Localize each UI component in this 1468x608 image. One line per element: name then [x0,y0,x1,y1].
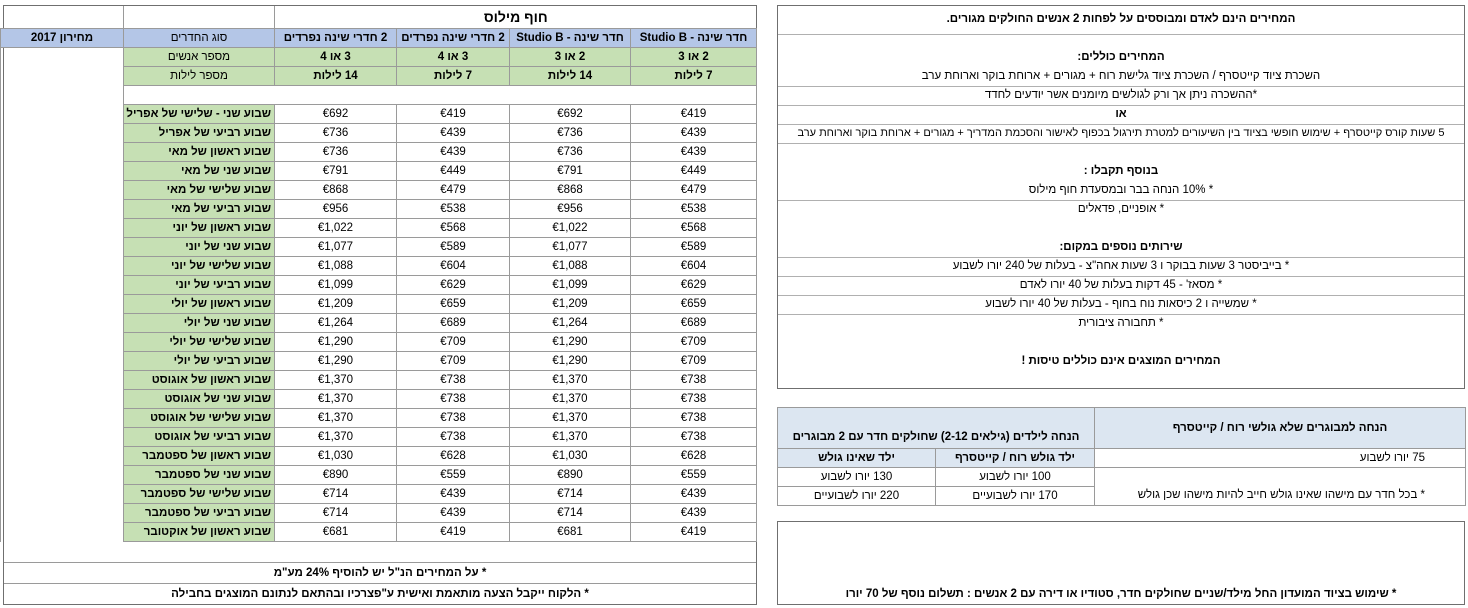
col-header-room-1: חדר שינה - Studio B [631,29,757,48]
included-heading: המחירים כוללים: [1077,51,1165,63]
price-cell: €538 [397,200,510,219]
week-label: שבוע שלישי של יולי [123,333,274,352]
price-table-title: חוף מילוס [274,6,756,29]
info-panel [777,5,1465,389]
price-cell: €738 [631,428,757,447]
price-cell: €589 [631,238,757,257]
price-row [0,504,756,523]
price-cell: €956 [510,200,631,219]
price-cell: €1,099 [510,276,631,295]
bonus-line-2: * אופניים, פדאלים [1077,203,1165,215]
price-row [0,143,756,162]
price-cell: €738 [397,390,510,409]
adult-discount-note: * בכל חדר עם מישהו שאינו גולש חייב להיות מישהו שכן גולש [1095,487,1466,506]
price-cell: €709 [397,333,510,352]
price-cell: €1,370 [510,390,631,409]
price-cell: €439 [397,143,510,162]
price-cell: €791 [510,162,631,181]
price-cell: €890 [274,466,396,485]
price-cell: €628 [631,447,757,466]
kids-surfer-2weeks: 170 יורו לשבועיים [936,487,1095,506]
price-cell: €1,022 [274,219,396,238]
price-cell: €1,077 [274,238,396,257]
adult-discount-header: הנחה למבוגרים שלא גולשי רוח / קייטסרף [1095,408,1466,449]
price-row [0,257,756,276]
price-row [0,352,756,371]
club-note-panel [777,521,1465,605]
price-cell: €868 [510,181,631,200]
price-cell: €689 [631,314,757,333]
price-row [0,428,756,447]
service-line-3: * שמשייה ו 2 כיסאות נוח בחוף - בעלות של 40 יורו לשבוע [985,298,1257,310]
week-label: שבוע רביעי של אוגוסט [123,428,274,447]
price-cell: €1,088 [274,257,396,276]
price-row [0,219,756,238]
week-label: שבוע שני של ספטמבר [123,466,274,485]
week-label: שבוע ראשון של יוני [123,219,274,238]
persons-label: מספר אנשים [123,48,274,67]
price-cell: €439 [397,504,510,523]
price-cell: €538 [631,200,757,219]
price-cell: €1,290 [274,352,396,371]
price-cell: €604 [631,257,757,276]
price-cell: €604 [397,257,510,276]
kids-surfer-col: ילד גולש רוח / קייטסרף [936,449,1095,468]
price-cell: €1,290 [510,352,631,371]
price-cell: €738 [397,409,510,428]
price-cell: €1,030 [510,447,631,466]
week-label: שבוע שני - שלישי של אפריל [123,105,274,124]
price-cell: €736 [274,124,396,143]
week-label: שבוע ראשון של מאי [123,143,274,162]
included-line-1: השכרת ציוד קייטסרף / השכרת ציוד גלישת רוח + מגורים + ארוחת בוקר וארוחת ערב [921,70,1321,82]
price-cell: €868 [274,181,396,200]
price-cell: €1,077 [510,238,631,257]
price-cell: €629 [631,276,757,295]
week-label: שבוע שלישי של מאי [123,181,274,200]
price-cell: €692 [274,105,396,124]
price-cell: €1,209 [510,295,631,314]
week-label: שבוע ראשון של יולי [123,295,274,314]
price-cell: €1,264 [274,314,396,333]
price-cell: €791 [274,162,396,181]
price-cell: €714 [274,485,396,504]
price-cell: €659 [631,295,757,314]
service-line-1: * בייביסטר 3 שעות בבוקר ו 3 שעות אחה"צ - בעלות של 240 יורו לשבוע [952,260,1290,272]
price-cell: €738 [397,428,510,447]
week-label: שבוע ראשון של אוגוסט [123,371,274,390]
price-cell: €738 [397,371,510,390]
week-label: שבוע שלישי של אוגוסט [123,409,274,428]
price-cell: €439 [631,143,757,162]
price-cell: €449 [631,162,757,181]
price-row [0,181,756,200]
price-row [0,124,756,143]
price-cell: €1,370 [274,409,396,428]
price-cell: €1,370 [510,371,631,390]
price-cell: €714 [510,485,631,504]
price-cell: €439 [631,504,757,523]
info-intro: המחירים הינם לאדם ומבוססים על לפחות 2 אנשים החולקים מגורים. [946,13,1296,25]
price-cell: €1,370 [510,428,631,447]
price-cell: €738 [631,371,757,390]
included-line-2: *ההשכרה ניתן אך ורק לגולשים מיומנים אשר יודעים לחדד [984,89,1258,101]
nights-col-4: 14 לילות [274,67,396,86]
price-cell: €479 [397,181,510,200]
col-header-room-4: 2 חדרי שינה נפרדים [274,29,396,48]
price-cell: €419 [397,523,510,542]
persons-col-4: 3 או 4 [274,48,396,67]
price-cell: €419 [631,523,757,542]
nights-col-1: 7 לילות [631,67,757,86]
price-row [0,447,756,466]
price-cell: €681 [274,523,396,542]
price-row [0,295,756,314]
price-cell: €629 [397,276,510,295]
nights-label: מספר לילות [123,67,274,86]
price-row [0,333,756,352]
price-cell: €439 [631,124,757,143]
week-label: שבוע שלישי של יוני [123,257,274,276]
price-cell: €714 [274,504,396,523]
price-cell: €1,290 [274,333,396,352]
week-label: שבוע רביעי של יוני [123,276,274,295]
adult-discount-value: 75 יורו לשבוע [1095,449,1466,468]
price-cell: €559 [397,466,510,485]
kids-nonsurfer-2weeks: 220 יורו לשבועיים [778,487,936,506]
service-line-2: * מסאז' - 45 דקות בעלות של 40 יורו לאדם [1019,279,1223,291]
price-cell: €681 [510,523,631,542]
price-cell: €1,370 [274,390,396,409]
course-line: 5 שעות קורס קייטסרף + שימוש חופשי בציוד בין השיעורים למטרת תירגול בכפוף לאישור והסכמת המדריך + מגורים + ארוחת בוקר וארוחת ערב [797,127,1445,139]
week-label: שבוע ראשון של ספטמבר [123,447,274,466]
price-row [0,314,756,333]
price-row [0,485,756,504]
price-row [0,162,756,181]
price-cell: €692 [510,105,631,124]
week-label: שבוע שני של יולי [123,314,274,333]
price-row [0,105,756,124]
price-cell: €1,088 [510,257,631,276]
col-header-room-2: חדר שינה - Studio B [510,29,631,48]
price-cell: €419 [397,105,510,124]
price-cell: €738 [631,409,757,428]
week-label: שבוע ראשון של אוקטובר [123,523,274,542]
persons-col-1: 2 או 3 [631,48,757,67]
price-row [0,466,756,485]
price-cell: €1,030 [274,447,396,466]
price-row [0,523,756,542]
price-row [0,390,756,409]
price-cell: €1,264 [510,314,631,333]
price-table [0,6,757,542]
price-cell: €479 [631,181,757,200]
kids-nonsurfer-week: 130 יורו לשבוע [778,468,936,487]
kids-nonsurfer-col: ילד שאינו גולש [778,449,936,468]
price-cell: €449 [397,162,510,181]
price-cell: €709 [397,352,510,371]
week-label: שבוע רביעי של יולי [123,352,274,371]
price-cell: €890 [510,466,631,485]
price-cell: €738 [631,390,757,409]
price-cell: €736 [510,143,631,162]
footnote-offer: * הלקוח ייקבל הצעה מותאמת ואישית ע"פצרכיו ובהתאם לנתונם המוצגים בחבילה [4,583,756,603]
price-cell: €714 [510,504,631,523]
price-cell: €1,370 [274,371,396,390]
price-cell: €628 [397,447,510,466]
price-cell: €709 [631,352,757,371]
price-cell: €1,370 [510,409,631,428]
week-label: שבוע רביעי של אפריל [123,124,274,143]
no-flights-note: המחירים המוצגים אינם כוללים טיסות ! [1021,355,1221,367]
price-cell: €956 [274,200,396,219]
price-cell: €1,099 [274,276,396,295]
price-cell: €568 [631,219,757,238]
price-row [0,276,756,295]
price-row [0,238,756,257]
price-row [0,371,756,390]
price-cell: €419 [631,105,757,124]
bonus-heading: בנוסף תקבלו : [1083,165,1159,177]
footnote-vat: * על המחירים הנ"ל יש להוסיף 24% מע"מ [4,562,756,582]
discount-table [777,407,1466,506]
service-line-4: * תחבורה ציבורית [1078,317,1164,329]
services-heading: שירותים נוספים במקום: [1059,241,1183,253]
bonus-line-1: * 10% הנחה בבר ובמסעדת חוף מילוס [1028,184,1214,196]
price-row [0,409,756,428]
price-cell: €1,022 [510,219,631,238]
week-label: שבוע רביעי של ספטמבר [123,504,274,523]
price-cell: €439 [397,124,510,143]
persons-col-3: 3 או 4 [397,48,510,67]
or-label: או [1115,108,1127,120]
week-label: שבוע שני של יוני [123,238,274,257]
price-cell: €1,290 [510,333,631,352]
price-cell: €589 [397,238,510,257]
price-cell: €709 [631,333,757,352]
pricelist-label: מחירון 2017 [0,29,123,48]
week-label: שבוע שלישי של ספטמבר [123,485,274,504]
price-row [0,200,756,219]
nights-col-2: 14 לילות [510,67,631,86]
week-label: שבוע שני של מאי [123,162,274,181]
week-label: שבוע רביעי של מאי [123,200,274,219]
price-cell: €1,209 [274,295,396,314]
kids-surfer-week: 100 יורו לשבוע [936,468,1095,487]
nights-col-3: 7 לילות [397,67,510,86]
price-cell: €568 [397,219,510,238]
club-equipment-note: * שימוש בציוד המועדון החל מילד/שניים שחולקים חדר, סטודיו או דירה עם 2 אנשים : תשלום נוסף של 70 יורו [845,588,1397,600]
room-type-label: סוג החדרים [123,29,274,48]
col-header-room-3: 2 חדרי שינה נפרדים [397,29,510,48]
price-cell: €689 [397,314,510,333]
week-label: שבוע שני של אוגוסט [123,390,274,409]
price-table-panel [3,5,757,605]
price-cell: €736 [510,124,631,143]
price-cell: €559 [631,466,757,485]
price-cell: €659 [397,295,510,314]
price-cell: €1,370 [274,428,396,447]
price-cell: €736 [274,143,396,162]
price-cell: €439 [397,485,510,504]
persons-col-2: 2 או 3 [510,48,631,67]
kids-discount-header: הנחה לילדים (גילאים 2-12) שחולקים חדר עם 2 מבוגרים [778,408,1095,449]
price-cell: €439 [631,485,757,504]
